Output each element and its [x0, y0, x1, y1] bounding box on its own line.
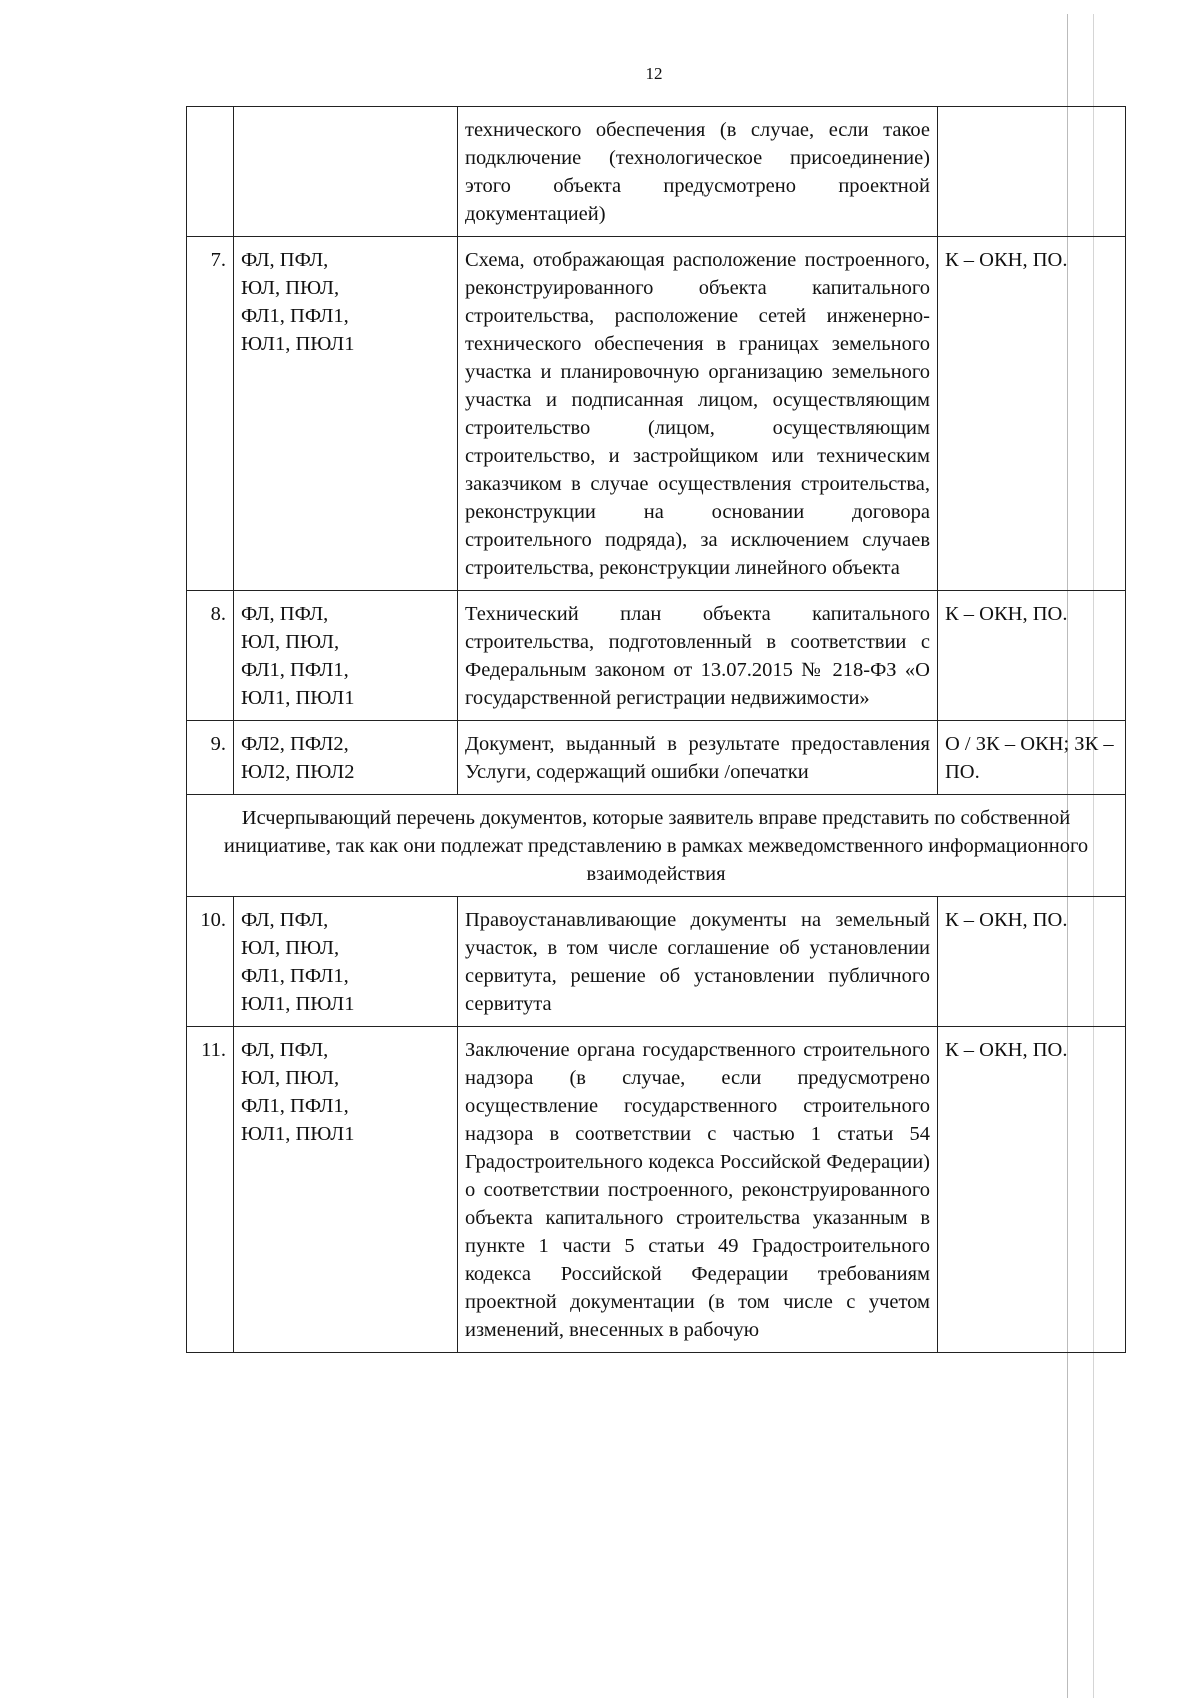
applicant-category-line: ФЛ1, ПФЛ1, — [241, 1095, 349, 1117]
table-row — [187, 591, 1126, 721]
section-heading: Исчерпывающий перечень документов, которые заявитель вправе представить по собственной инициативе, так как они подлежат представлению в рамках межведомственного информационного взаимодействия — [187, 795, 1126, 897]
applicant-category-line: ЮЛ, ПЮЛ, — [241, 631, 340, 653]
submission-form: К – ОКН, ПО. — [938, 591, 1126, 721]
applicant-categories — [234, 591, 458, 721]
table-row — [187, 721, 1126, 795]
applicant-category-line: ЮЛ1, ПЮЛ1 — [241, 687, 355, 709]
document-description: Правоустанавливающие документы на земельный участок, в том числе соглашение об установлении сервитута, решение об установлении публичного сервитута — [458, 897, 938, 1027]
table-row — [187, 237, 1126, 591]
document-description: технического обеспечения (в случае, если такое подключение (технологическое присоединение) этого объекта предусмотрено проектной документацией) — [458, 107, 938, 237]
applicant-category-line: ЮЛ, ПЮЛ, — [241, 277, 340, 299]
applicant-category-line: ЮЛ, ПЮЛ, — [241, 937, 340, 959]
table-body — [187, 897, 1126, 1353]
submission-form: К – ОКН, ПО. — [938, 1027, 1126, 1353]
applicant-category-line: ФЛ, ПФЛ, — [241, 1039, 329, 1061]
document-description: Технический план объекта капитального строительства, подготовленный в соответствии с Федеральным законом от 13.07.2015 № 218-ФЗ «О государственной регистрации недвижимости» — [458, 591, 938, 721]
applicant-category-line: ФЛ1, ПФЛ1, — [241, 965, 349, 987]
table-row — [187, 107, 1126, 237]
applicant-category-line: ЮЛ1, ПЮЛ1 — [241, 333, 355, 355]
applicant-category-line: ЮЛ, ПЮЛ, — [241, 1067, 340, 1089]
applicant-category-line: ФЛ1, ПФЛ1, — [241, 659, 349, 681]
page-number: 12 — [645, 64, 663, 83]
submission-form: К – ОКН, ПО. — [938, 237, 1126, 591]
applicant-category-line: ФЛ1, ПФЛ1, — [241, 305, 349, 327]
submission-form — [938, 107, 1126, 237]
document-description: Документ, выданный в результате предоставления Услуги, содержащий ошибки /опечатки — [458, 721, 938, 795]
applicant-categories — [234, 237, 458, 591]
row-number — [187, 107, 234, 237]
applicant-categories — [234, 107, 458, 237]
row-number: 10. — [187, 897, 234, 1027]
applicant-category-line: ФЛ, ПФЛ, — [241, 603, 329, 625]
applicant-category-line: ЮЛ1, ПЮЛ1 — [241, 993, 355, 1015]
applicant-categories — [234, 897, 458, 1027]
row-number: 7. — [187, 237, 234, 591]
document-description: Заключение органа государственного строительного надзора (в случае, если предусмотрено осуществление государственного строительного надзора в соответствии с частью 1 статьи 54 Градостроительного кодекса Российской Федерации) о соответствии построенного, реконструированного объекта капитального строительства указанным в пункте 1 части 5 статьи 49 Градостроительного кодекса Российской Федерации требованиям проектной документации (в том числе с учетом изменений, внесенных в рабочую — [458, 1027, 938, 1353]
submission-form: О / ЗК – ОКН; ЗК – ПО. — [938, 721, 1126, 795]
table-body — [187, 107, 1126, 795]
table-row — [187, 1027, 1126, 1353]
row-number: 11. — [187, 1027, 234, 1353]
applicant-categories — [234, 1027, 458, 1353]
row-number: 9. — [187, 721, 234, 795]
document-description: Схема, отображающая расположение построенного, реконструированного объекта капитального строительства, расположение сетей инженерно-технического обеспечения в границах земельного участка и планировочную организацию земельного участка и подписанная лицом, осуществляющим строительство (лицом, осуществляющим строительство, и застройщиком или техническим заказчиком в случае осуществления строительства, реконструкции на основании договора строительного подряда), за исключением случаев строительства, реконструкции линейного объекта — [458, 237, 938, 591]
applicant-category-line: ЮЛ2, ПЮЛ2 — [241, 761, 355, 783]
applicant-category-line: ФЛ2, ПФЛ2, — [241, 733, 349, 755]
section-heading-row — [187, 795, 1126, 897]
applicant-category-line: ЮЛ1, ПЮЛ1 — [241, 1123, 355, 1145]
applicant-categories — [234, 721, 458, 795]
submission-form: К – ОКН, ПО. — [938, 897, 1126, 1027]
row-number: 8. — [187, 591, 234, 721]
applicant-category-line: ФЛ, ПФЛ, — [241, 249, 329, 271]
applicant-category-line: ФЛ, ПФЛ, — [241, 909, 329, 931]
documents-table — [186, 106, 1126, 1353]
table-row — [187, 897, 1126, 1027]
